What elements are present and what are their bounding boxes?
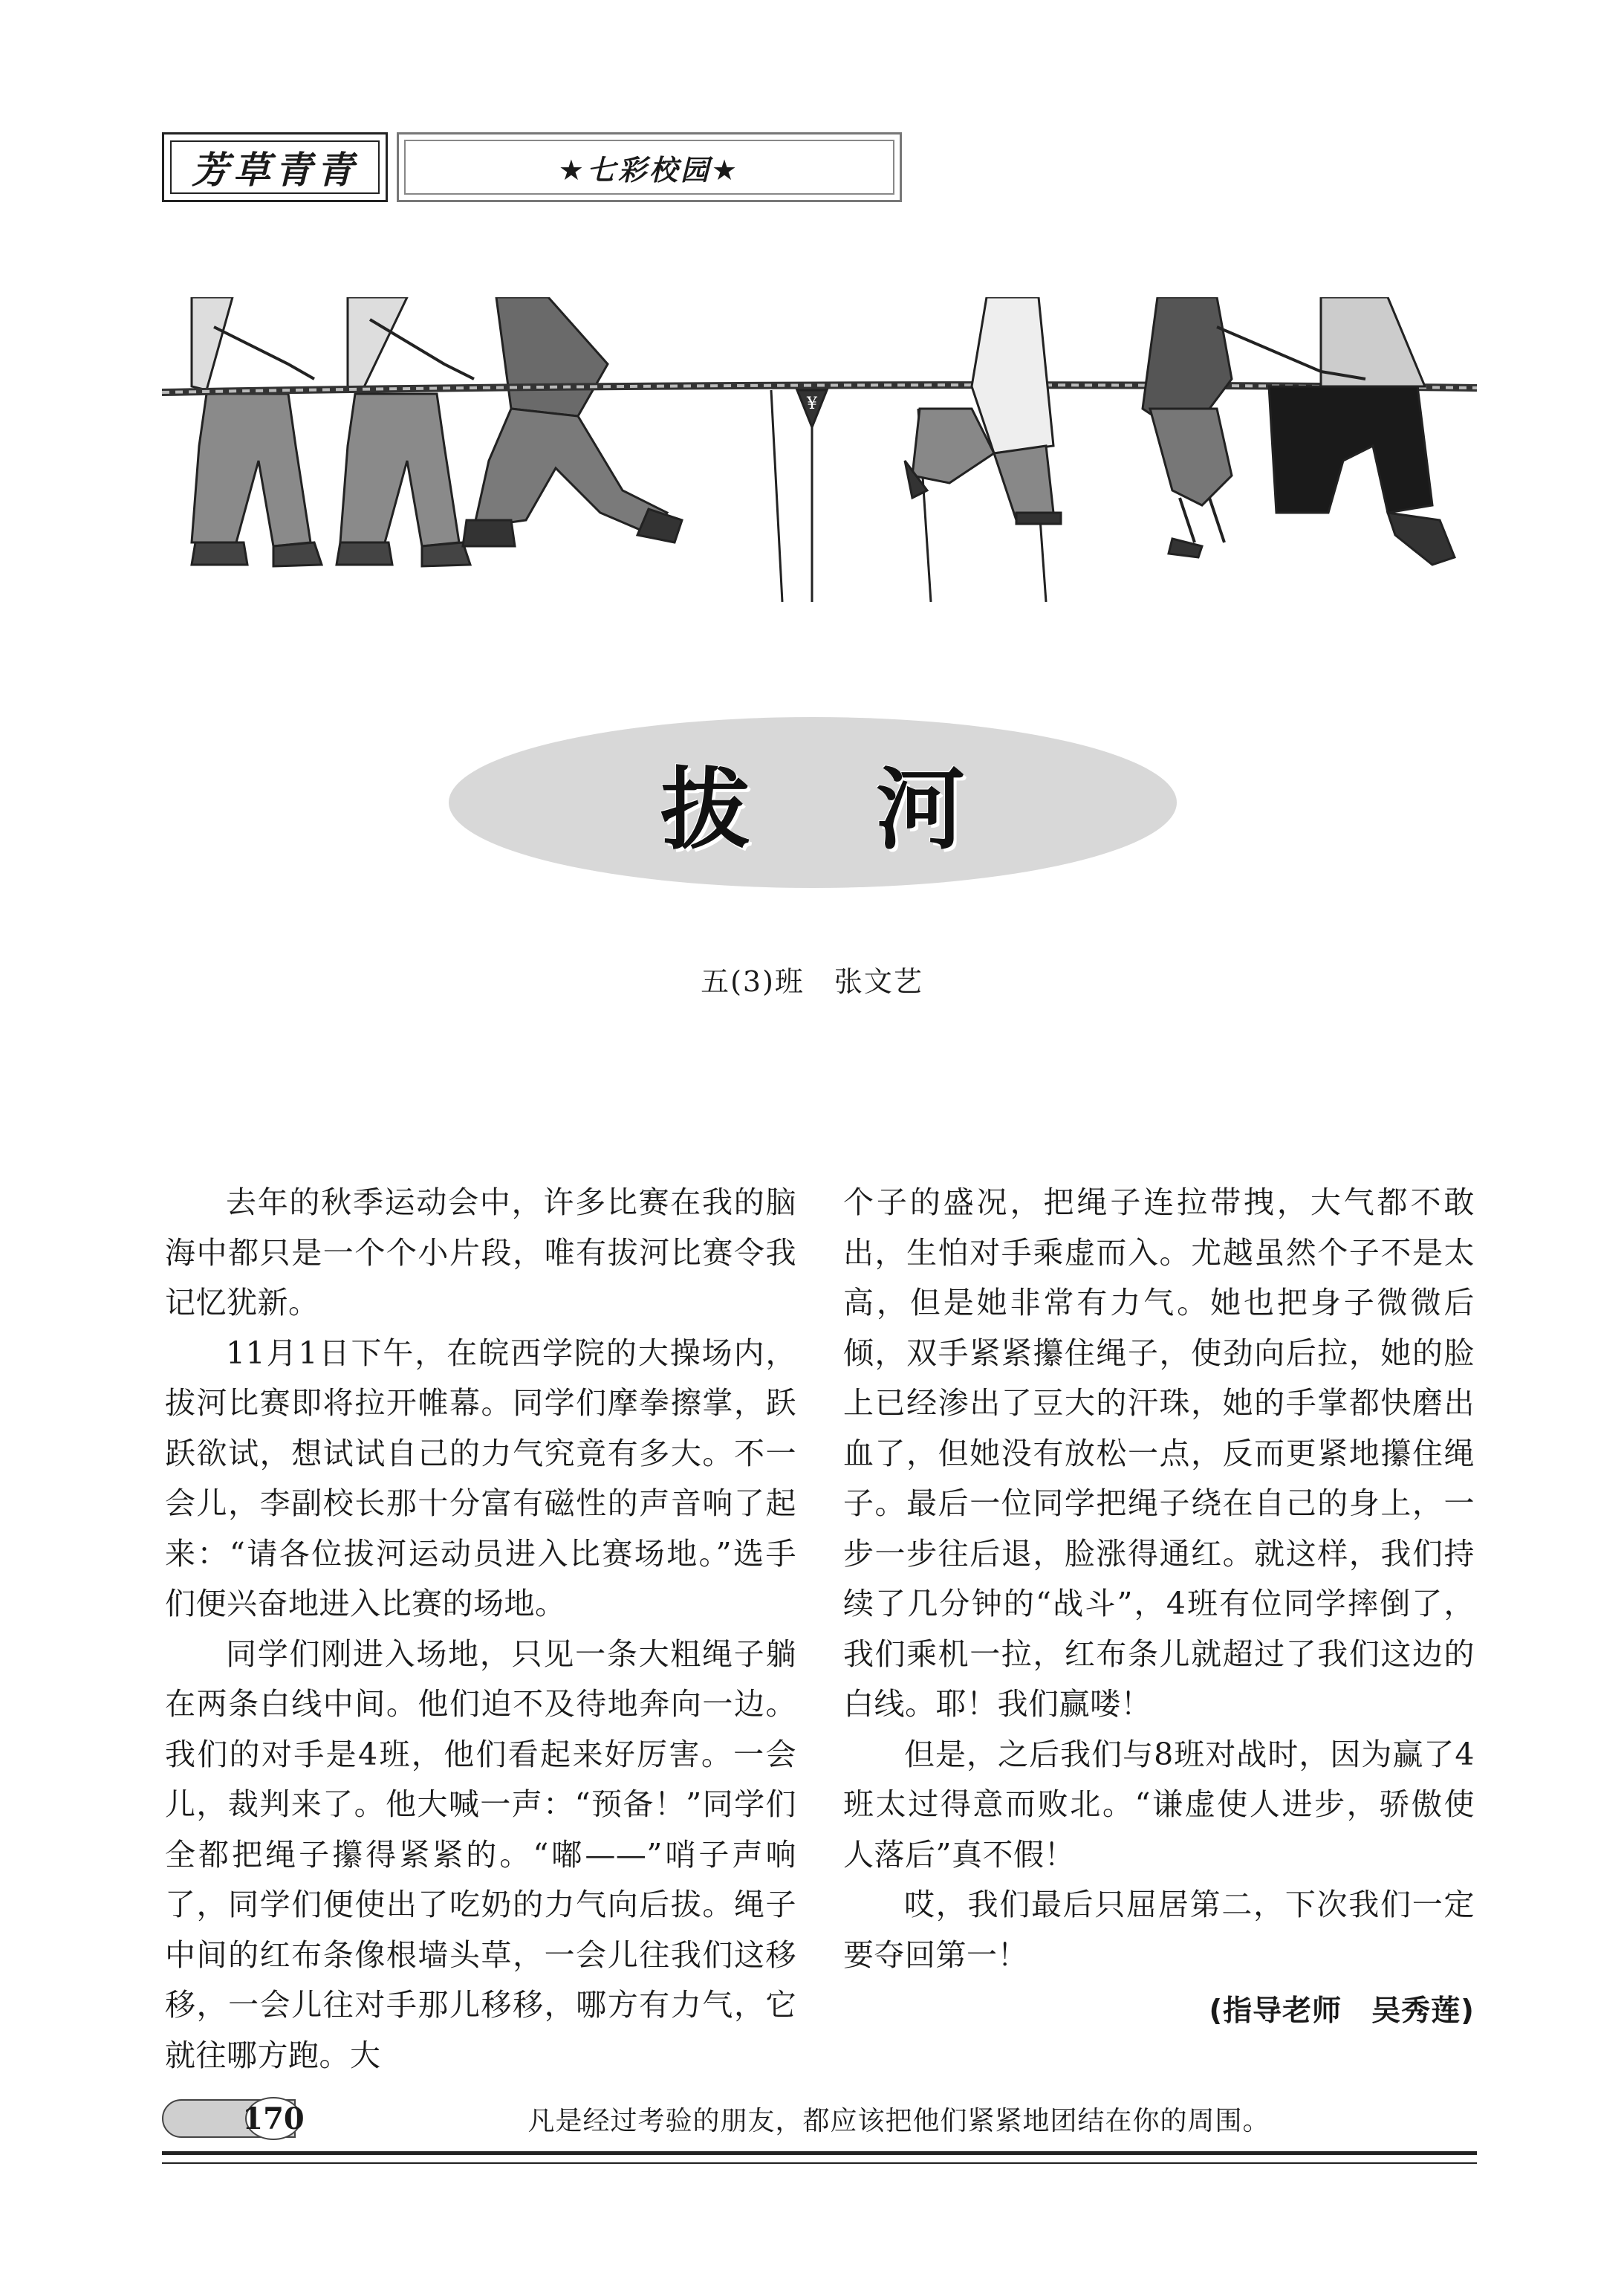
right-team-figures: [905, 297, 1455, 565]
paragraph-3-continued: 个子的盛况，把绳子连拉带拽，大气都不敢出，生怕对手乘虚而入。尤越虽然个子不是太高，但是她非常有力气。她也把身子微微后倾，双手紧紧攥住绳子，使劲向后拉，她的脸上已经渗出了豆大的汗珠，她的手掌都快磨出血了，但她没有放松一点，反而更紧地攥住绳子。最后一位同学把绳子绕在自己的身上，一步一步往后退，脸涨得通红。就这样，我们持续了几分钟的“战斗”，4班有位同学摔倒了，我们乘机一拉，红布条儿就超过了我们这边的白线。耶！我们赢喽！: [843, 1184, 1475, 1722]
paragraph-5: 哎，我们最后只屈居第二，下次我们一定要夺回第一！: [843, 1887, 1475, 1973]
column-name: 芳草青青: [170, 140, 380, 194]
article-title: 拔河: [660, 759, 1091, 862]
left-team-figures: [192, 297, 682, 566]
body-column-left: [165, 1178, 796, 2081]
body-column-right: [843, 1178, 1475, 2037]
paragraph-4: 但是，之后我们与8班对战时，因为赢了4班太过得意而败北。“谦虚使人进步，骄傲使人落后”真不假！: [843, 1736, 1475, 1873]
section-name: ★七彩校园★: [404, 140, 894, 195]
footer-motto: 凡是经过考验的朋友，都应该把他们紧紧地团结在你的周围。: [527, 2106, 1270, 2136]
svg-text:¥: ¥: [807, 395, 817, 413]
section-name-box: [397, 132, 902, 202]
footer-rule-thick: [162, 2151, 1477, 2155]
footer-rule-thin: [162, 2162, 1477, 2164]
author-byline: 五(3)班 张文艺: [701, 965, 923, 998]
page-number: 170: [245, 2097, 302, 2140]
teacher-credit: (指导老师 吴秀莲): [1209, 1994, 1475, 2028]
column-name-box: [162, 132, 388, 202]
tug-of-war-illustration: [162, 297, 1477, 602]
paragraph-1: 去年的秋季运动会中，许多比赛在我的脑海中都只是一个个小片段，唯有拔河比赛令我记忆犹新。: [165, 1184, 796, 1320]
paragraph-3: 同学们刚进入场地，只见一条大粗绳子躺在两条白线中间。他们迫不及待地奔向一边。我们的对手是4班，他们看起来好厉害。一会儿，裁判来了。他大喊一声：“预备！”同学们全都把绳子攥得紧紧的。“嘟——”哨子声响了，同学们便使出了吃奶的力气向后拔。绳子中间的红布条像根墙头草，一会儿往我们这移移，一会儿往对手那儿移移，哪方有力气，它就往哪方跑。大: [165, 1636, 796, 2073]
paragraph-2: 11月1日下午，在皖西学院的大操场内，拔河比赛即将拉开帷幕。同学们摩拳擦掌，跃跃欲试，想试试自己的力气究竟有多大。不一会儿，李副校长那十分富有磁性的声音响了起来：“请各位拔河运动员进入比赛场地。”选手们便兴奋地进入比赛的场地。: [165, 1335, 796, 1621]
